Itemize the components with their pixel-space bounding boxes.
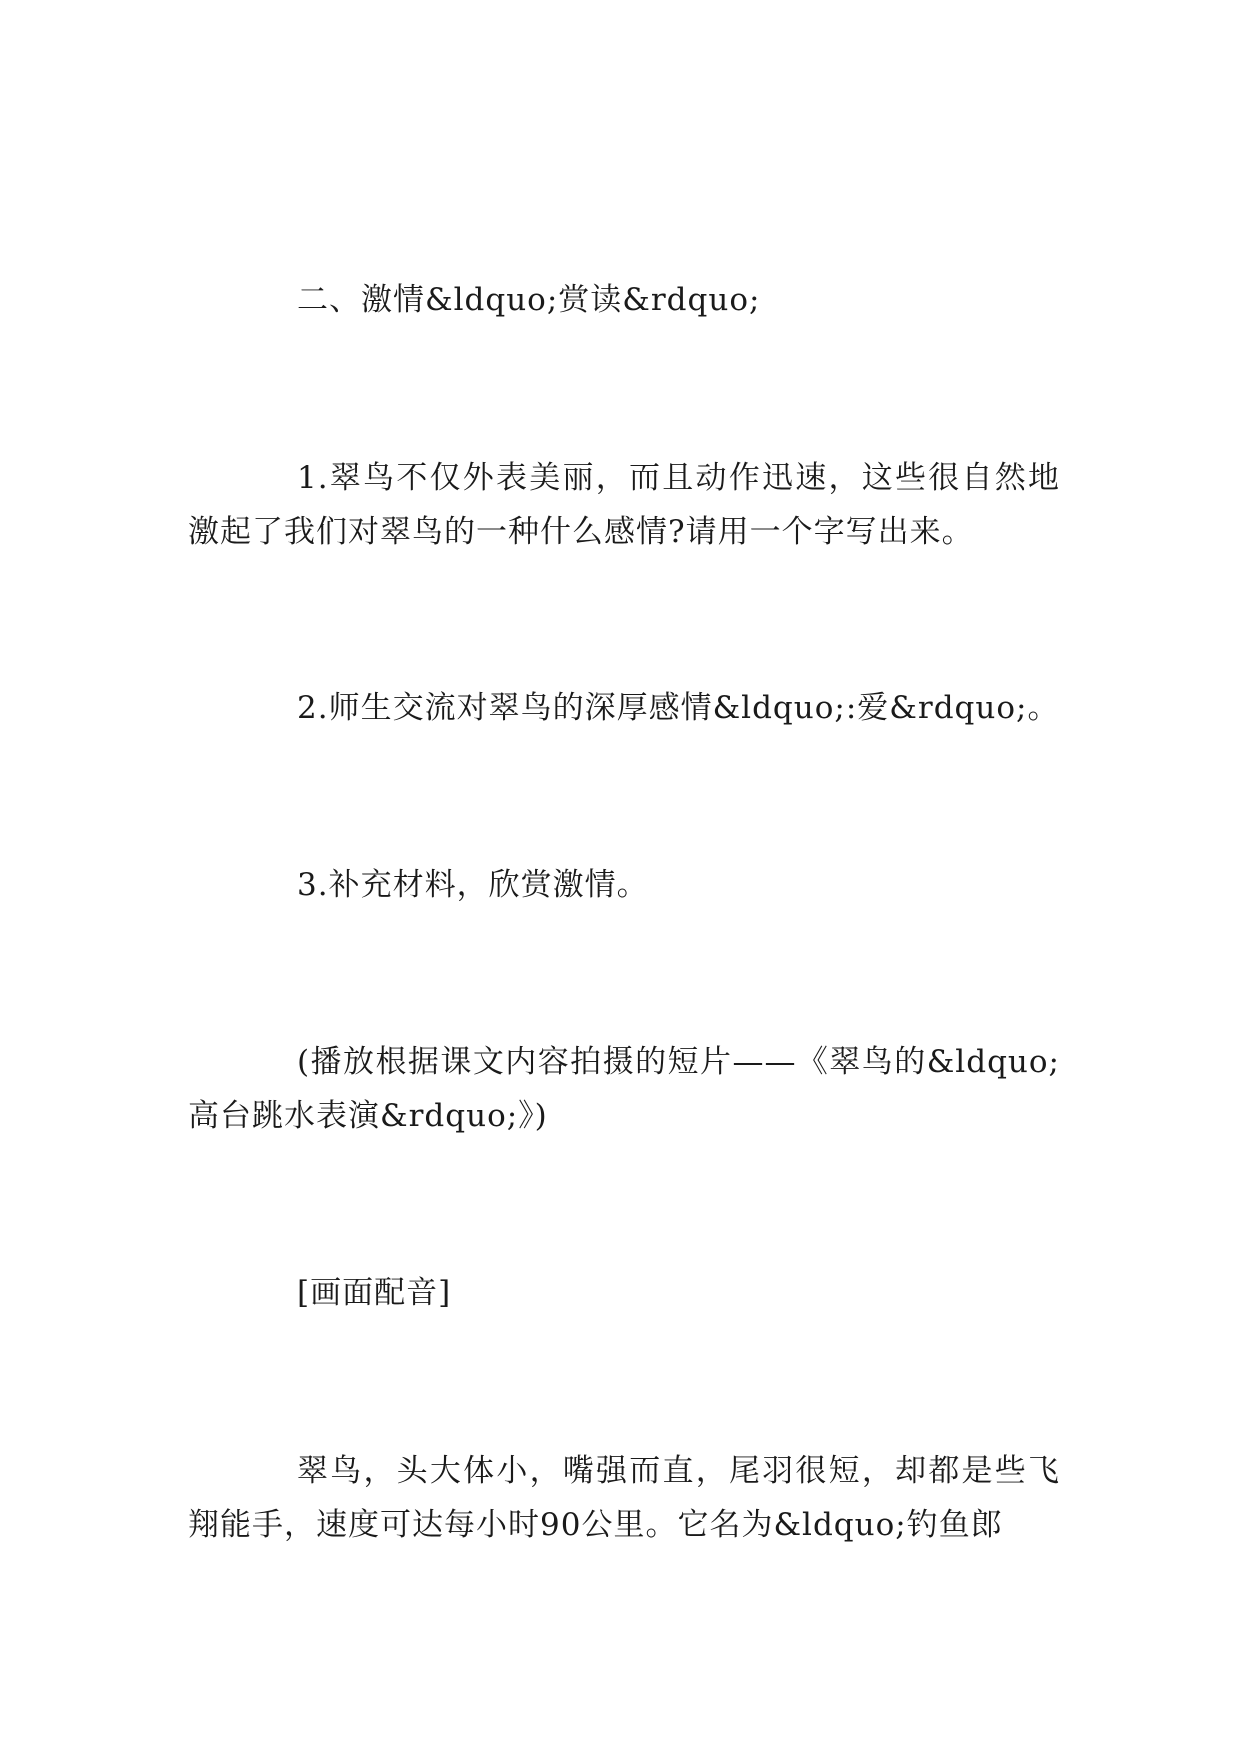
- material-paragraph: 3.补充材料，欣赏激情。: [297, 867, 649, 903]
- exchange-paragraph: 2.师生交流对翠鸟的深厚感情&ldquo;:爱&rdquo;。: [297, 690, 1060, 726]
- body-paragraph: 翠鸟，头大体小，嘴强而直，尾羽很短，却都是些飞翔能手，速度可达每小时90公里。它名为&ldquo;钓鱼郎: [188, 1453, 1060, 1543]
- video-note-paragraph: (播放根据课文内容拍摄的短片——《翠鸟的&ldquo;高台跳水表演&rdquo;》): [188, 1044, 1060, 1134]
- voiceover-label: [画面配音]: [297, 1275, 452, 1311]
- question-paragraph: 1.翠鸟不仅外表美丽，而且动作迅速，这些很自然地激起了我们对翠鸟的一种什么感情?请用一个字写出来。: [188, 460, 1060, 550]
- section-heading: 二、激情&ldquo;赏读&rdquo;: [297, 282, 761, 318]
